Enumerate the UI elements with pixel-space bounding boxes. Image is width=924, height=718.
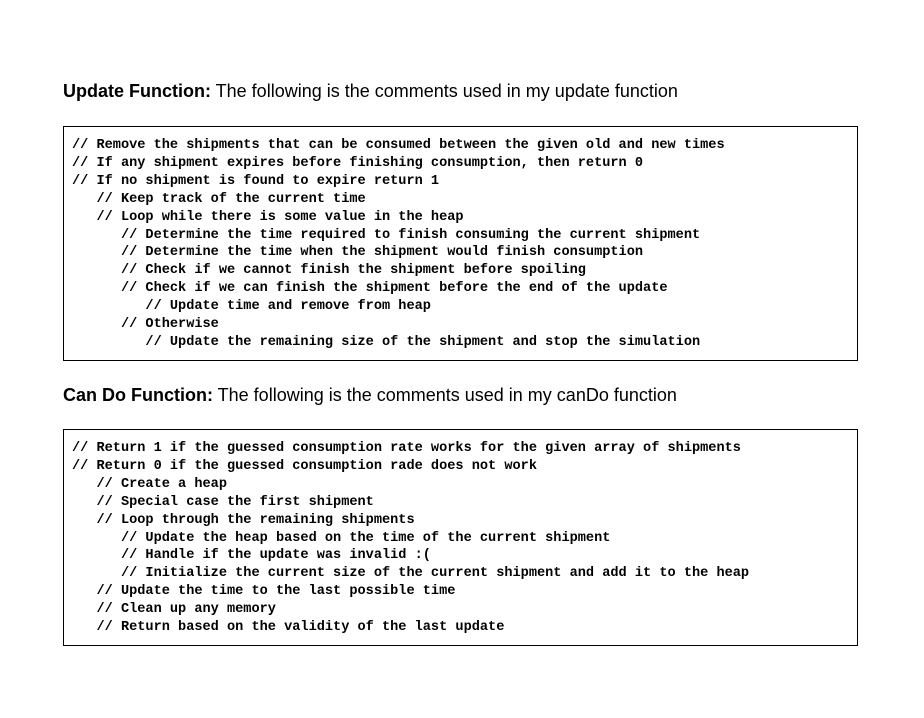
- code-line: // Handle if the update was invalid :(: [72, 548, 431, 564]
- code-line: // Create a heap: [72, 476, 227, 492]
- code-line: // Update the time to the last possible time: [72, 584, 456, 600]
- code-line: // Clean up any memory: [72, 602, 276, 618]
- code-line: // Return 1 if the guessed consumption rate works for the given array of shipments: [72, 441, 741, 456]
- code-line: // Otherwise: [72, 317, 219, 333]
- code-line: // Update the remaining size of the shipment and stop the simulation: [72, 334, 701, 350]
- code-line: // Determine the time when the shipment would finish consumption: [72, 245, 644, 261]
- code-line: // Loop through the remaining shipments: [72, 512, 415, 528]
- code-line: // If any shipment expires before finishing consumption, then return 0: [72, 155, 644, 171]
- code-line: // Special case the first shipment: [72, 494, 374, 510]
- cando-function-code-box: [63, 429, 858, 646]
- cando-function-heading: [63, 384, 677, 406]
- code-line: // Check if we can finish the shipment before the end of the update: [72, 281, 668, 297]
- code-line: // Loop while there is some value in the heap: [72, 209, 464, 225]
- code-line: // Update time and remove from heap: [72, 299, 431, 315]
- update-function-heading: [63, 80, 678, 102]
- code-line: // Return based on the validity of the last update: [72, 620, 505, 636]
- code-line: // Remove the shipments that can be consumed between the given old and new times: [72, 138, 725, 153]
- update-function-label: Update Function:: [63, 81, 211, 101]
- code-line: // Check if we cannot finish the shipment before spoiling: [72, 263, 586, 279]
- code-line: // Update the heap based on the time of the current shipment: [72, 530, 611, 546]
- code-line: // Return 0 if the guessed consumption rade does not work: [72, 458, 537, 474]
- code-line: // Initialize the current size of the current shipment and add it to the heap: [72, 566, 750, 582]
- code-line: // If no shipment is found to expire return 1: [72, 173, 440, 189]
- update-function-description: The following is the comments used in my update function: [210, 81, 678, 101]
- update-function-code-box: [63, 126, 858, 361]
- code-line: // Determine the time required to finish consuming the current shipment: [72, 227, 701, 243]
- code-line: // Keep track of the current time: [72, 191, 366, 207]
- cando-function-description: The following is the comments used in my canDo function: [212, 385, 677, 405]
- cando-function-label: Can Do Function:: [63, 385, 213, 405]
